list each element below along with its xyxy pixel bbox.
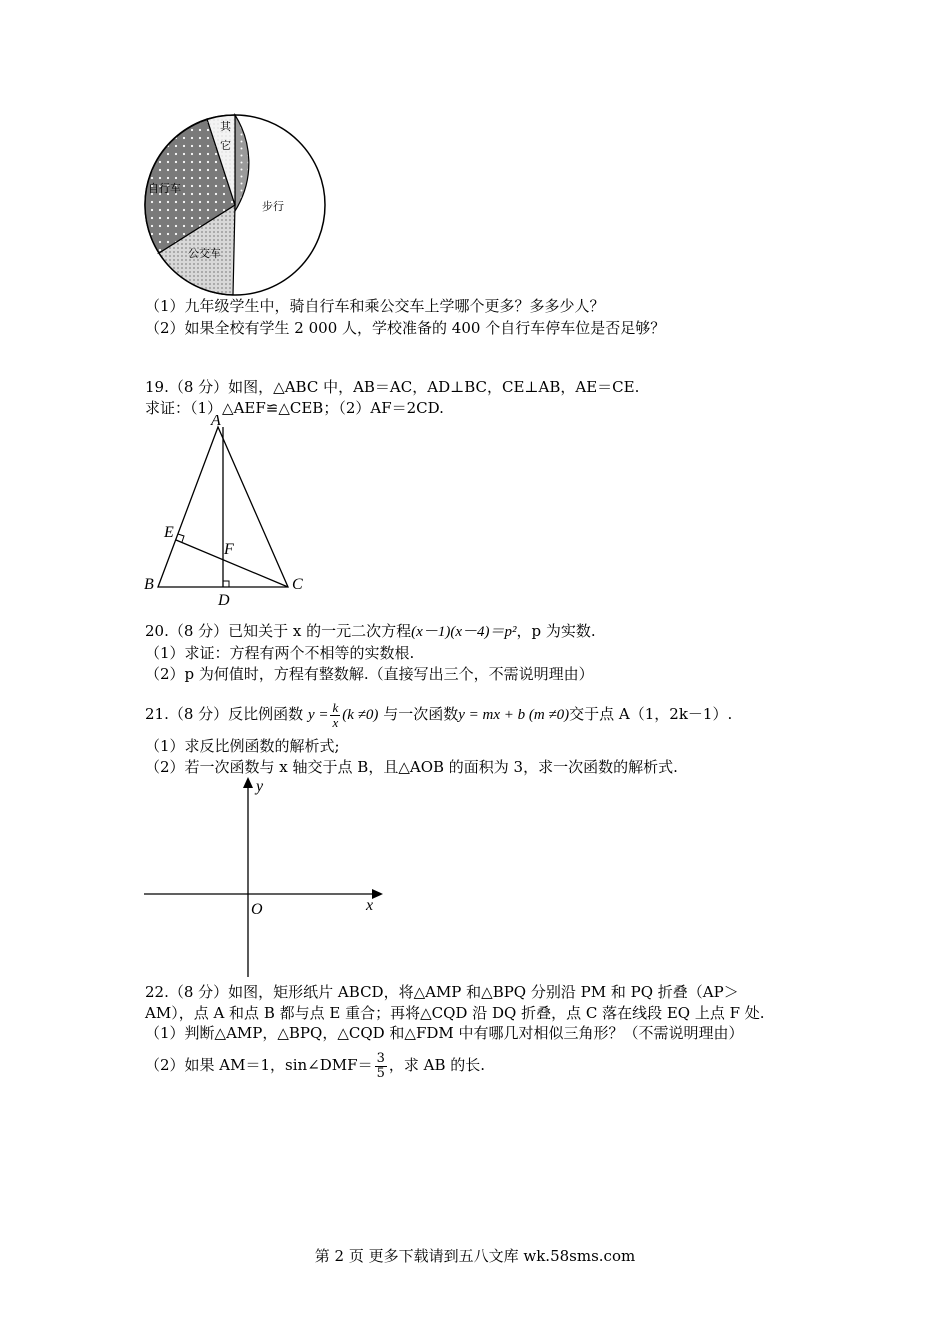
q18-sub2: （2）如果全校有学生 2 000 人，学校准备的 400 个自行车停车位是否足够？ [145, 319, 666, 337]
page-footer: 第 2 页 更多下载请到五八文库 wk.58sms.com [314, 1247, 636, 1265]
q21-line1: 21.（8 分）反比例函数 y = $\frac{k}{x}$ (k ≠0) 与一次函数y = mx + b (m ≠0)交于点 A（1，2k－1）. [145, 699, 733, 730]
q19-line1: 19.（8 分）如图，△ABC 中，AB＝AC，AD⊥BC，CE⊥AB，AE＝CE. [145, 378, 640, 396]
q18-sub1: （1）九年级学生中，骑自行车和乘公交车上学哪个更多？多多少人？ [145, 297, 605, 315]
label-A: A [211, 415, 221, 429]
label-F: F [224, 541, 234, 558]
q21-fraction: $\frac{k}{x}$ [332, 699, 339, 730]
q22-fraction: $\frac{3}{5}$ [376, 1050, 385, 1081]
pie-chart [140, 110, 335, 300]
q20-line1: 20.（8 分）已知关于 x 的一元二次方程(x－1)(x－4)＝p²，p 为实数. [145, 622, 596, 640]
label-B: B [144, 576, 154, 593]
axis-label-x: x [366, 897, 374, 914]
pie-label-walk: 步行 [262, 200, 284, 213]
coordinate-axes [140, 775, 390, 980]
pie-label-other-1: 其 [220, 120, 231, 133]
q21-sub2: （2）若一次函数与 x 轴交于点 B，且△AOB 的面积为 3，求一次函数的解析式. [145, 758, 678, 776]
q19-line2: 求证：（1）△AEF≌△CEB；（2）AF＝2CD. [145, 399, 444, 417]
axis-label-origin: O [251, 901, 263, 918]
q21-sub1: （1）求反比例函数的解析式; [145, 737, 340, 755]
q22-line2: AM），点 A 和点 B 都与点 E 重合；再将△CQD 沿 DQ 折叠，点 C 落在线段 EQ 上点 F 处. [145, 1004, 765, 1022]
q20-equation: (x－1)(x－4)＝p² [411, 624, 517, 640]
q22-sub1: （1）判断△AMP，△BPQ，△CQD 和△FDM 中有哪几对相似三角形？（不需说明理由） [145, 1024, 744, 1042]
pie-label-other-2: 它 [220, 139, 231, 152]
label-C: C [292, 576, 303, 593]
q20-sub2: （2）p 为何值时，方程有整数解.（直接写出三个，不需说明理由） [145, 665, 594, 683]
q22-line1: 22.（8 分）如图，矩形纸片 ABCD，将△AMP 和△BPQ 分别沿 PM 和 PQ 折叠（AP＞ [145, 983, 739, 1001]
q20-sub1: （1）求证：方程有两个不相等的实数根. [145, 644, 415, 662]
label-E: E [164, 524, 174, 541]
axis-label-y: y [256, 778, 264, 795]
q22-sub2: （2）如果 AM＝1，sin∠DMF＝ $\frac{3}{5}$ ，求 AB 的长. [145, 1050, 486, 1081]
label-D: D [218, 592, 230, 609]
pie-label-bus: 公交车 [188, 247, 221, 260]
pie-label-bicycle: 自行车 [148, 182, 181, 195]
triangle-figure [138, 415, 318, 610]
